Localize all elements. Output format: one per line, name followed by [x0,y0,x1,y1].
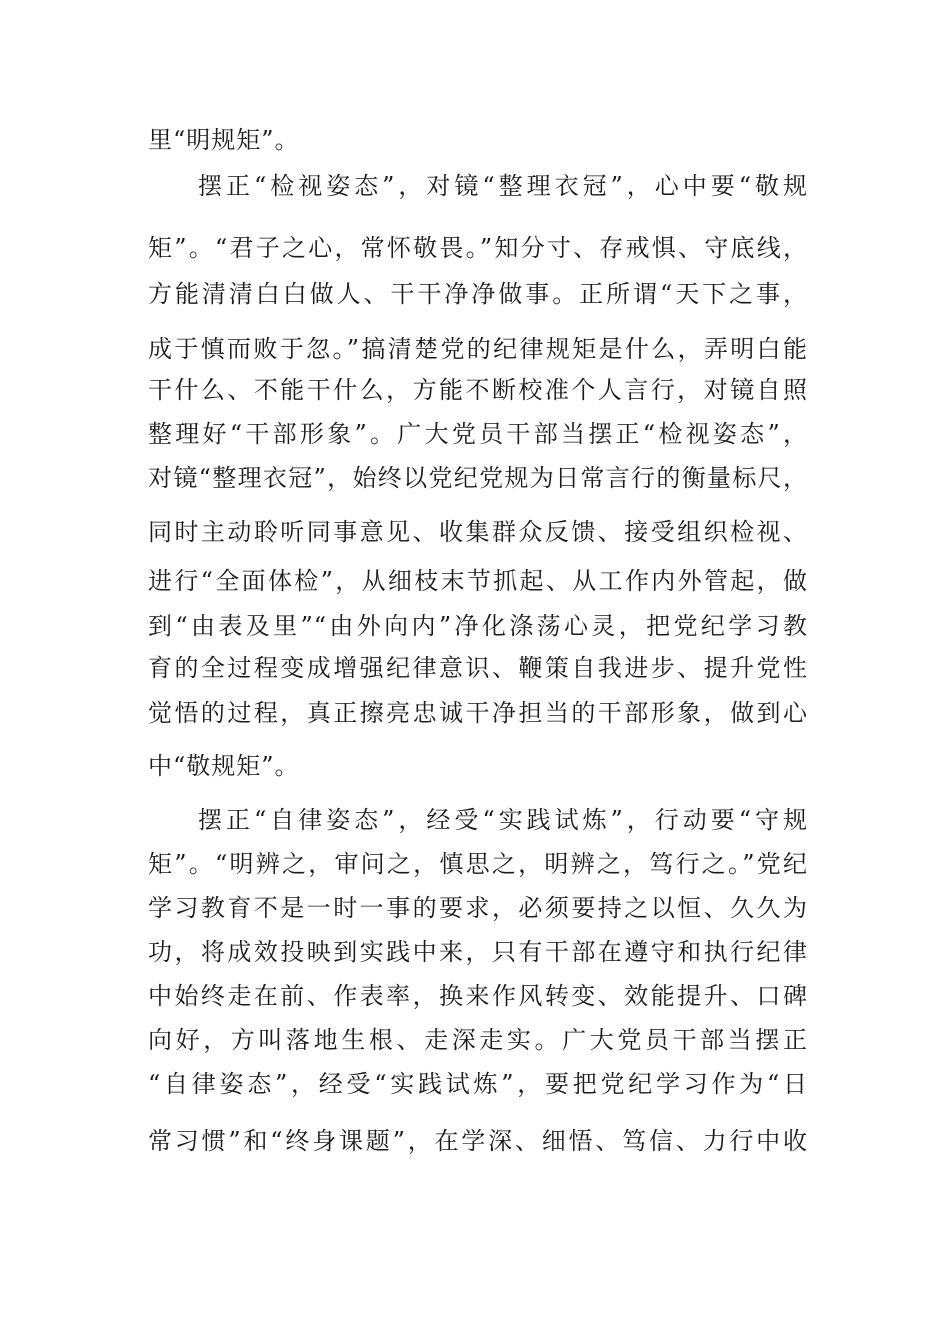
text-line-8: 对镜“整理衣冠”，始终以党纪党规为日常言行的衡量标尺， [148,464,808,492]
text-line-1: 里“明规矩”。 [148,126,300,154]
text-line-20: 向好，方叫落地生根、走深走实。广大党员干部当摆正 [148,1026,808,1054]
text-line-3: 矩”。“君子之心，常怀敬畏。”知分寸、存戒惧、守底线， [148,234,808,262]
text-line-17: 学习教育不是一时一事的要求，必须要持之以恒、久久为 [148,894,808,922]
text-line-18: 功，将成效投映到实践中来，只有干部在遵守和执行纪律 [148,938,808,966]
text-line-15: 摆正“自律姿态”，经受“实践试炼”，行动要“守规 [198,806,808,834]
text-line-2: 摆正“检视姿态”，对镜“整理衣冠”，心中要“敬规 [198,172,808,200]
text-line-10: 进行“全面体检”，从细枝末节抓起、从工作内外管起，做 [148,567,808,595]
text-line-4: 方能清清白白做人、干干净净做事。正所谓“天下之事， [148,280,808,308]
text-line-21: “自律姿态”，经受“实践试炼”，要把党纪学习作为“日 [148,1070,808,1098]
text-line-16: 矩”。“明辨之，审问之，慎思之，明辨之，笃行之。”党纪 [148,850,808,878]
text-line-13: 觉悟的过程，真正擦亮忠诚干净担当的干部形象，做到心 [148,699,808,727]
text-line-9: 同时主动聆听同事意见、收集群众反馈、接受组织检视、 [148,518,808,546]
text-line-12: 育的全过程变成增强纪律意识、鞭策自我进步、提升党性 [148,654,808,682]
text-line-19: 中始终走在前、作表率，换来作风转变、效能提升、口碑 [148,982,808,1010]
text-line-7: 整理好“干部形象”。广大党员干部当摆正“检视姿态”， [148,420,808,448]
text-line-14: 中“敬规矩”。 [148,752,300,780]
text-line-5: 成于慎而败于忽。”搞清楚党的纪律规矩是什么，弄明白能 [148,335,808,363]
text-line-22: 常习惯”和“终身课题”，在学深、细悟、笃信、力行中收 [148,1127,808,1155]
text-line-11: 到“由表及里”“由外向内”净化涤荡心灵，把党纪学习教 [148,612,808,640]
text-line-6: 干什么、不能干什么，方能不断校准个人言行，对镜自照 [148,376,808,404]
